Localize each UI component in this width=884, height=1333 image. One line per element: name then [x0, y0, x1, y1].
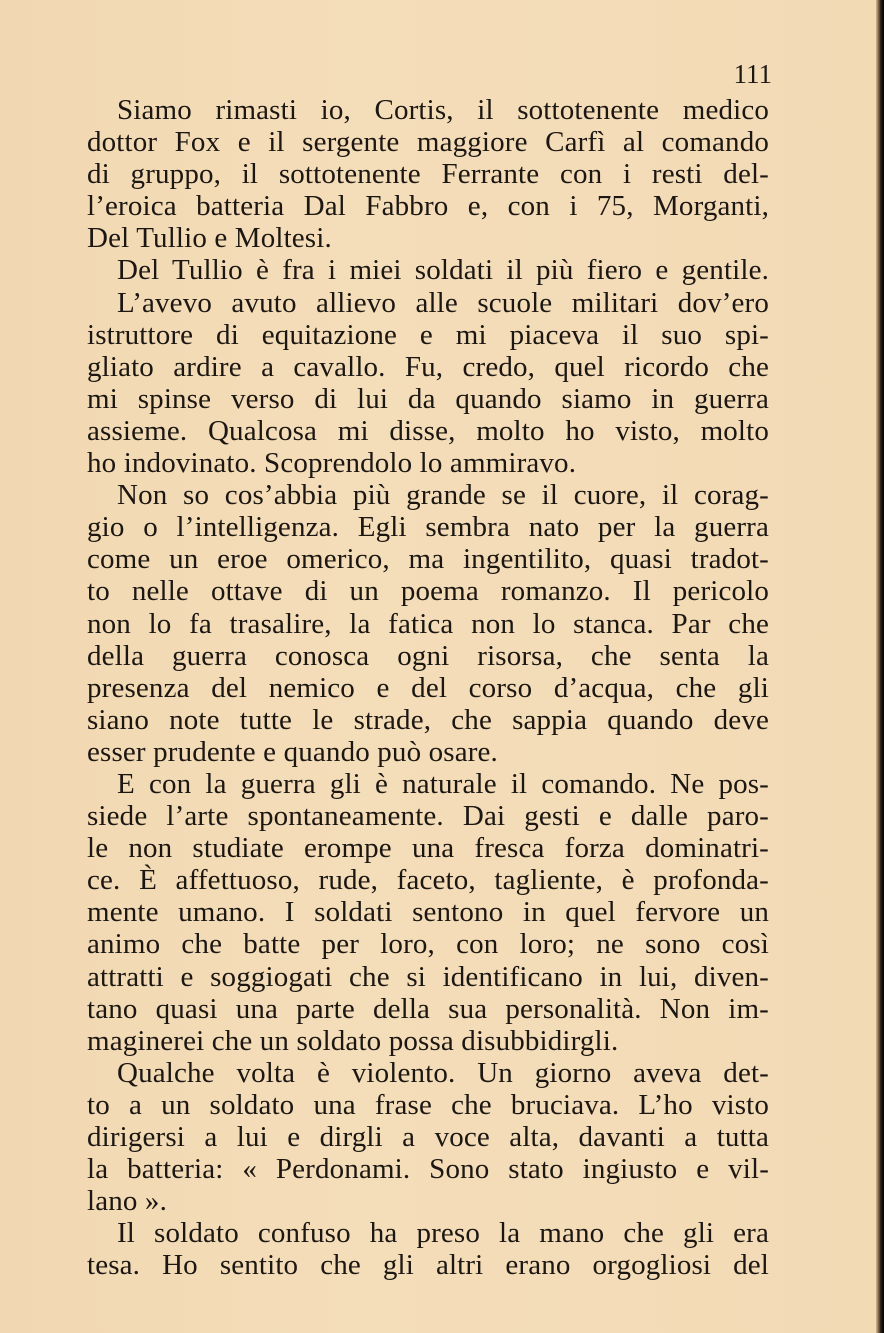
text-line: Il soldato confuso ha preso la mano che gli era: [117, 1217, 769, 1250]
text-line: tesa. Ho sentito che gli altri erano orgogliosi del: [87, 1249, 769, 1282]
text-line: tano quasi una parte della sua personalità. Non im-: [87, 992, 769, 1025]
body-text: [87, 94, 769, 1281]
text-line: dottor Fox e il sergente maggiore Carfì al comando: [87, 126, 769, 159]
text-line: come un eroe omerico, ma ingentilito, quasi tradot-: [87, 543, 769, 576]
text-line: to a un soldato una frase che bruciava. L’ho visto: [87, 1088, 769, 1121]
text-line: della guerra conosca ogni risorsa, che senta la: [87, 639, 769, 672]
text-line: to nelle ottave di un poema romanzo. Il pericolo: [87, 575, 769, 608]
text-line: ce. È affettuoso, rude, faceto, tagliente, è profonda-: [87, 864, 769, 897]
text-line: gio o l’intelligenza. Egli sembra nato per la guerra: [87, 511, 769, 544]
text-line: L’avevo avuto allievo alle scuole militari dov’ero: [117, 286, 769, 319]
text-line: mente umano. I soldati sentono in quel fervore un: [87, 896, 769, 929]
text-line: Qualche volta è violento. Un giorno aveva det-: [117, 1056, 769, 1089]
text-line: siede l’arte spontaneamente. Dai gesti e dalle paro-: [87, 800, 769, 833]
text-line: Non so cos’abbia più grande se il cuore, il corag-: [117, 479, 769, 512]
text-line: l’eroica batteria Dal Fabbro e, con i 75, Morganti,: [87, 190, 769, 223]
text-line: E con la guerra gli è naturale il comando. Ne pos-: [117, 767, 769, 800]
text-line: siano note tutte le strade, che sappia quando deve: [87, 703, 769, 736]
text-line: dirigersi a lui e dirgli a voce alta, davanti a tutta: [87, 1121, 769, 1153]
page-number: 111: [733, 59, 772, 89]
text-line: non lo fa trasalire, la fatica non lo stanca. Par che: [87, 607, 769, 640]
text-line: Del Tullio è fra i miei soldati il più fiero e gentile.: [117, 254, 769, 287]
text-line: assieme. Qualcosa mi disse, molto ho visto, molto: [87, 414, 769, 447]
text-line: le non studiate erompe una fresca forza dominatri-: [87, 832, 769, 865]
text-line: di gruppo, il sottotenente Ferrante con i resti del-: [87, 158, 769, 191]
text-line: maginerei che un soldato possa disubbidirgli.: [87, 1024, 619, 1057]
text-line: attratti e soggiogati che si identificano in lui, diven-: [87, 960, 769, 993]
text-line: lano ».: [87, 1185, 167, 1218]
text-line: Siamo rimasti io, Cortis, il sottotenente medico: [117, 94, 769, 126]
text-line: animo che batte per loro, con loro; ne sono così: [87, 928, 769, 961]
book-spine-edge: [876, 0, 884, 1333]
text-line: mi spinse verso di lui da quando siamo in guerra: [87, 382, 769, 415]
text-line: istruttore di equitazione e mi piaceva il suo spi-: [87, 318, 769, 351]
text-line: gliato ardire a cavallo. Fu, credo, quel ricordo che: [87, 350, 769, 383]
text-line: presenza del nemico e del corso d’acqua, che gli: [87, 671, 769, 704]
text-line: la batteria: « Perdonami. Sono stato ingiusto e vil-: [87, 1153, 769, 1186]
text-line: ho indovinato. Scoprendolo lo ammiravo.: [87, 447, 577, 480]
text-line: Del Tullio e Moltesi.: [87, 222, 332, 255]
text-line: esser prudente e quando può osare.: [87, 735, 498, 768]
